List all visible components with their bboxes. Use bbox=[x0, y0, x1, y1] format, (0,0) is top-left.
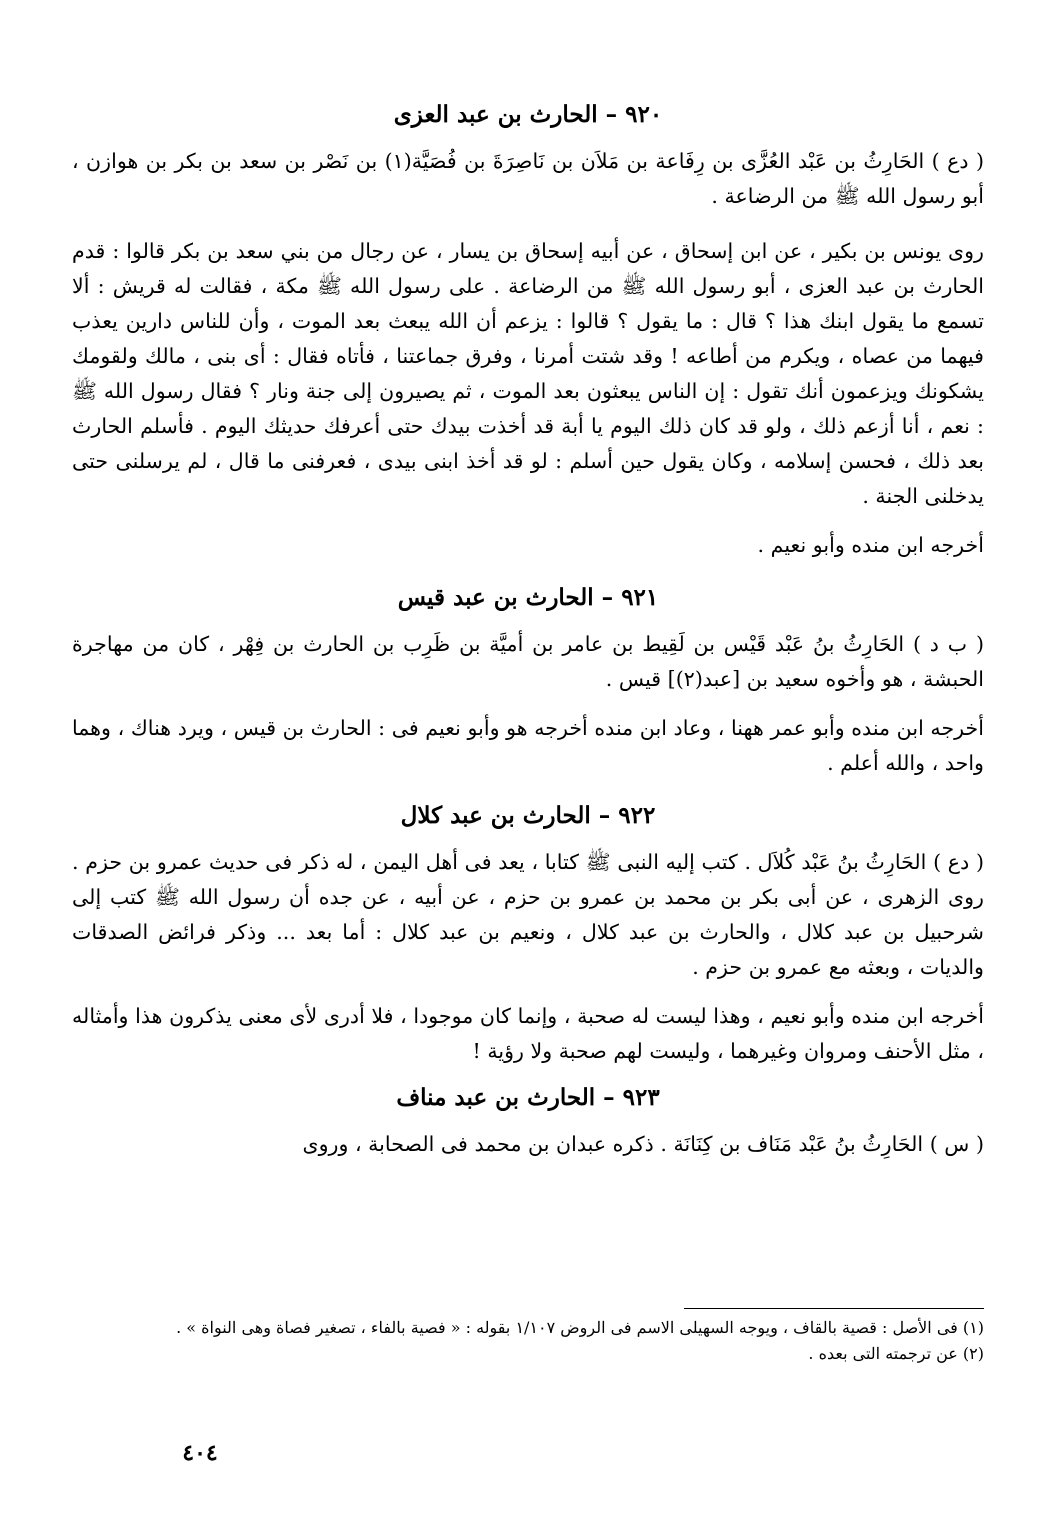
entry-920-title: ٩٢٠ – الحارث بن عبد العزى bbox=[393, 101, 663, 128]
entry-922-title: ٩٢٢ – الحارث بن عبد كلال bbox=[400, 801, 656, 829]
entry-923-intro: ( س ) الحَارِثُ بنُ عَبْد مَنَاف بن كِنَانَة . ذكره عبدان بن محمد فى الصحابة ، وروى bbox=[302, 1131, 984, 1156]
entry-923-title: ٩٢٣ – الحارث بن عبد مناف bbox=[396, 1083, 660, 1111]
footnote-1: (١) فى الأصل : قصية بالقاف ، ويوجه السهيلى الاسم فى الروض ١/١٠٧ بقوله : « فصية بالفاء ، تصغير فصاة وهى النواة » . bbox=[176, 1318, 984, 1337]
main-text bbox=[72, 100, 984, 1162]
entry-921-title: ٩٢١ – الحارث بن عبد قيس bbox=[397, 583, 659, 611]
entry-921-intro: ( ب د ) الحَارِثُ بنُ عَبْد قَيْس بن لَقِيط بن عامر بن أميَّة بن ظَرِب بن الحارث بن فِهْر ، كان من مهاجرة الحبشة ، هو وأخوه سعيد بن [عبد(٢)] قيس . bbox=[72, 631, 984, 691]
entry-920-intro: ( دع ) الحَارِثُ بن عَبْد العُزَّى بن رِفَاعة بن مَلاَن بن نَاصِرَةَ بن فُصَيَّة(١) بن نَصْر بن سعد بن بكر بن هوازن ، أبو رسول الله ﷺ من الرضاعة . bbox=[72, 148, 984, 208]
footnote-2: (٢) عن ترجمته التى بعده . bbox=[808, 1344, 984, 1363]
entry-920-narration: روى يونس بن بكير ، عن ابن إسحاق ، عن أبيه إسحاق بن يسار ، عن رجال من بني سعد بن بكر قالوا : قدم الحارث بن عبد العزى ، أبو رسول الله ﷺ من الرضاعة . على رسول الله ﷺ مكة ، فقالت له قريش : ألا تسمع ما يقول ابنك هذا ؟ قال : ما يقول ؟ قالوا : يزعم أن الله يبعث بعد الموت ، وأن للناس دارين يعذب فيهما من عصاه ، ويكرم من أطاعه ! وقد شتت أمرنا ، وفرق جماعتنا ، فأتاه فقال : أى بنى ، مالك ولقومك يشكونك ويزعمون أنك تقول : إن الناس يبعثون بعد الموت ، ثم يصيرون إلى جنة ونار ؟ فقال رسول الله ﷺ : نعم ، أنا أزعم ذلك ، ولو قد كان ذلك اليوم يا أبة قد أخذت بيدك حتى أعرفك حديثك اليوم . فأسلم الحارث بعد ذلك ، فحسن إسلامه ، وكان يقول حين أسلم : لو قد أخذ ابنى بيدى ، فعرفنى ما قال ، لم يرسلنى حتى يدخلنى الجنة . bbox=[72, 238, 984, 508]
entry-920-source: أخرجه ابن منده وأبو نعيم . bbox=[757, 532, 984, 557]
entry-921-source: أخرجه ابن منده وأبو عمر ههنا ، وعاد ابن منده أخرجه هو وأبو نعيم فى : الحارث بن قيس ، ويرد هناك ، وهما واحد ، والله أعلم . bbox=[72, 715, 984, 775]
entry-922-source: أخرجه ابن منده وأبو نعيم ، وهذا ليست له صحبة ، وإنما كان موجودا ، فلا أدرى لأى معنى يذكرون هذا وأمثاله ، مثل الأحنف ومروان وغيرهما ، وليست لهم صحبة ولا رؤية ! bbox=[72, 1003, 984, 1063]
entry-922-intro: ( دع ) الحَارِثُ بنُ عَبْد كُلاَل . كتب إليه النبى ﷺ كتابا ، يعد فى أهل اليمن ، له ذكر فى حديث عمرو بن حزم . روى الزهرى ، عن أبى بكر بن محمد بن عمرو بن حزم ، عن أبيه ، عن جده أن رسول الله ﷺ كتب إلى شرحبيل بن عبد كلال ، والحارث بن عبد كلال ، ونعيم بن عبد كلال : أما بعد ... وذكر فرائض الصدقات والديات ، وبعثه مع عمرو بن حزم . bbox=[72, 849, 984, 979]
page-number: ٤٠٤ bbox=[182, 1440, 218, 1466]
footnote-divider bbox=[684, 1308, 984, 1309]
footnotes bbox=[72, 1308, 984, 1367]
